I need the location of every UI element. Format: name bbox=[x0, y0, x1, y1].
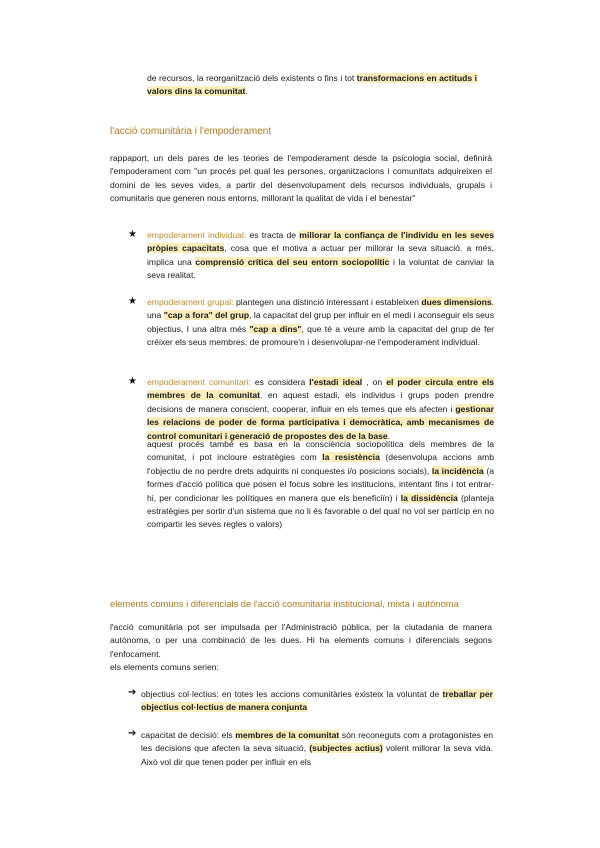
section2-paragraph-2: els elements comuns serien: bbox=[110, 662, 219, 672]
strategies-paragraph: aquest procés també es basa en la consciència sociopolítica dels membres de la comunitat, i pot incloure estratègies com la resistència (desenvolupa accions amb l'objectiu de no perdre drets adquirits ni conquestes i/o posicions socials), la incidència (a formes d'acció política que posen el focus sobre les institucions, intentant fins i tot entrar-hi, per condicionar les polítiques en manera que els beneficiïn) i la dissidència (planteja estratègies per sortir d'un sistema que no li és favorable o del qual no vol ser partícip en no compartir les seves regles o valors) bbox=[147, 439, 495, 530]
star-bullet-icon: ★ bbox=[128, 296, 137, 307]
intro-paragraph: de recursos, la reorganització dels existents o fins i tot transformacions en actituds i valors dins la comunitat. bbox=[147, 73, 477, 97]
bullet-grupal: empoderament grupal: plantegen una distinció interessant i estableixen dues dimensions. una "cap a fora" del grup, la capacitat del grup per influir en el medi i aconseguir els seus objectius, I una altra més "cap a dins", que té a veure amb la capacitat del grup de fer créixer els seus membres, de promoure'n i desenvolupar-ne l'empoderament individual. bbox=[147, 297, 495, 348]
bullet-individual: empoderament individual: es tracta de millorar la confiança de l'individu en les seves pròpies capacitats, cosa que el motiva a actuar per millorar la seva situació. a més, implica una comprensió crítica del seu entorn sociopolític i la voluntat de canviar la seva realitat. bbox=[147, 230, 494, 281]
highlight: transformacions en actituds i valors dins la comunitat bbox=[147, 73, 477, 97]
arrow-bullet-icon: ➔ bbox=[128, 687, 137, 698]
rappaport-paragraph: rappaport, un dels pares de les teories de l'empoderament desde la psicologia social, definirà l'empoderament com "un procés pel qual les persones, organitzacions i comunitats adquireixen el domini de les seves vides, a partir del desenvolupament dels recursos individuals, grupals i comunitaris que generen nous entorns, millorant la qualitat de vida i el benestar" bbox=[110, 153, 492, 204]
arrow-bullet-icon: ➔ bbox=[128, 728, 137, 739]
section-heading: elements comuns i diferencials de l'acció comunitaria institucional, mixta i autònoma bbox=[110, 598, 459, 609]
section-heading: l'acció comunitària i l'empoderament bbox=[110, 126, 272, 137]
common-element-item: objectius col·lectius: en totes les accions comunitàries existeix la voluntat de treballar per objectius col·lectius de manera conjunta bbox=[141, 689, 493, 713]
star-bullet-icon: ★ bbox=[128, 376, 137, 387]
star-bullet-icon: ★ bbox=[128, 229, 137, 240]
section2-paragraph: l'acció comunitària pot ser impulsada per l'Administració pública, per la ciutadania de manera autònoma, o per una combinació de les dues. Hi ha elements comuns i diferencials segons l'enfocament. bbox=[110, 622, 492, 659]
common-element-item: capacitat de decisió: els membres de la comunitat són reconeguts com a protagonistes en les decisions que afecten la seva situació, (subjectes actius) volent millorar la seva vida. Això vol dir que tenen poder per influir en els bbox=[141, 730, 493, 767]
bullet-comunitari: empoderament comunitari: es considera l'estadi ideal , on el poder circula entre els membres de la comunitat. en aquest estadi, els individus i grups poden prendre decisions de manera conscient, cooperar, influir en els temes que els afecten i gestionar les relacions de poder de forma participativa i democràtica, amb mecanismes de control comunitari i generació de propostes des de la base. bbox=[147, 377, 495, 441]
